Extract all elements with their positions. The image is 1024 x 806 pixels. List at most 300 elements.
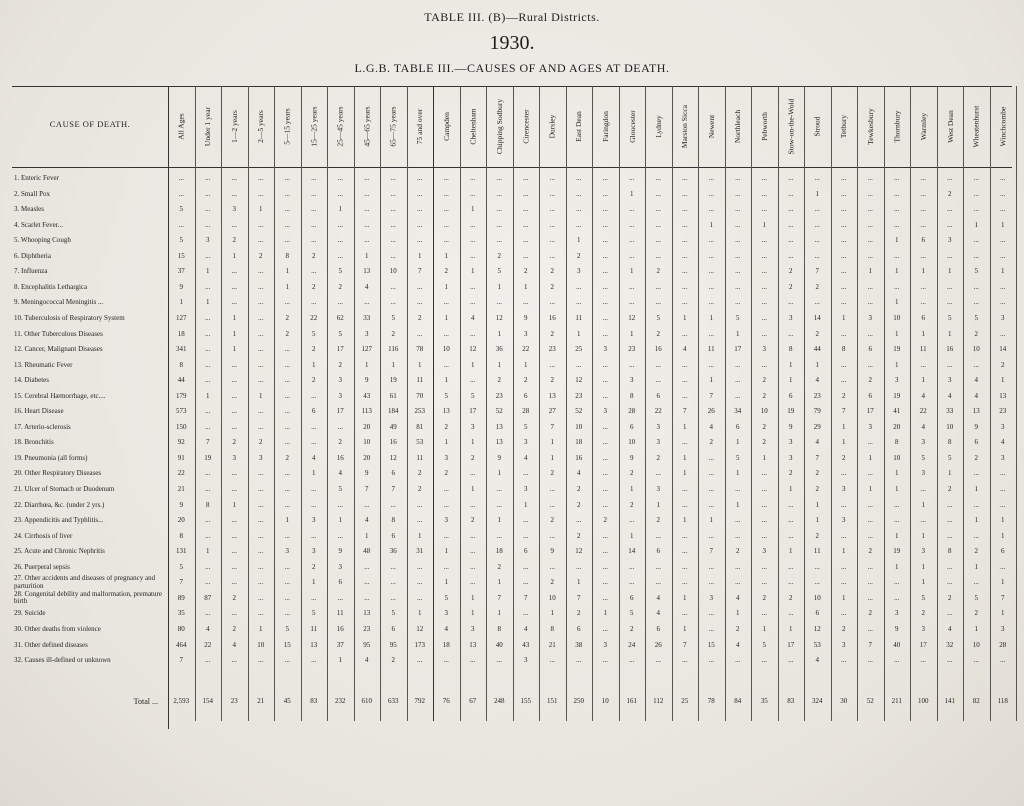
table-cell: ... [947,609,953,618]
table-cell: 1 [312,360,316,369]
table-cell: 2 [418,469,422,478]
table-cell: 1 [285,516,289,525]
table-cell: 5 [497,267,501,276]
table-cell: 11 [416,453,424,462]
total-cell: 78 [707,697,715,705]
table-cell: 1 [789,547,793,556]
table-cell: ... [1000,298,1006,307]
column-header-label: Tetbury [839,114,849,138]
table-cell: ... [920,220,926,229]
table-cell: 13 [999,391,1007,400]
table-cell: 1 [762,624,766,633]
table-cell: ... [231,531,237,540]
column-header [434,85,458,167]
column-header [832,85,856,167]
table-cell: ... [364,174,370,182]
table-cell: ... [337,298,343,307]
total-cell: 232 [335,697,346,705]
table-cell: 1 [815,500,819,509]
table-cell: 1 [895,267,899,276]
row-cause-label: 20. Other Respiratory Diseases [14,469,102,478]
table-cell: ... [602,391,608,400]
table-cell: ... [576,174,582,182]
table-cell: ... [814,251,820,260]
table-cell: ... [205,313,211,322]
table-cell: ... [655,562,661,571]
table-cell: 5 [974,267,978,276]
table-cell: ... [205,485,211,493]
table-cell: 34 [734,407,742,416]
table-cell: ... [1000,189,1006,198]
row-cause-label: 15. Cerebral Hæmorrhage, etc.... [14,391,106,400]
table-cell: 1 [418,609,422,618]
table-cell: 1 [259,624,263,633]
table-cell: ... [205,251,211,260]
table-cell: 1 [471,593,475,602]
table-cell: ... [311,422,317,431]
column-header [646,85,670,167]
table-cell: ... [788,329,794,338]
row-cause-label: 12. Cancer, Malignant Diseases [14,345,103,354]
table-cell: 5 [338,485,342,493]
table-cell: 1 [736,609,740,618]
table-cell: 1 [524,500,528,509]
table-cell: ... [258,531,264,540]
row-cause-label: 9. Meningococcal Meningitis ... [14,298,104,307]
table-cell: ... [284,236,290,245]
table-cell: ... [470,174,476,182]
table-cell: 4 [365,656,369,665]
table-cell: 3 [842,485,846,493]
table-cell: 1 [921,531,925,540]
table-cell: 3 [1001,313,1005,322]
table-cell: ... [258,578,264,587]
table-cell: 23 [495,391,503,400]
table-cell: 1 [1001,609,1005,618]
table-cell: 7 [1001,593,1005,602]
table-cell: 3 [338,391,342,400]
table-cell: ... [205,345,211,354]
table-cell: 1 [577,329,581,338]
table-cell: ... [1000,236,1006,245]
table-cell: ... [682,578,688,587]
column-header-label: Stroud [812,115,822,137]
table-cell: ... [470,329,476,338]
column-header-label: Dursley [547,114,557,138]
table-cell: 5 [391,313,395,322]
table-cell: ... [708,298,714,307]
table-cell: 1 [895,469,899,478]
table-cell: 4 [815,376,819,385]
table-cell: ... [549,251,555,260]
table-cell: 4 [736,593,740,602]
table-cell: 3 [444,609,448,618]
table-cell: ... [867,189,873,198]
table-cell: 127 [361,345,372,354]
table-cell: 9 [524,313,528,322]
total-cell: 248 [494,697,505,705]
table-cell: 3 [1001,624,1005,633]
table-cell: 1 [418,360,422,369]
table-cell: 13 [495,422,503,431]
table-cell: ... [311,220,317,229]
table-cell: ... [841,251,847,260]
table-cell: 27 [548,407,556,416]
table-cell: 3 [338,376,342,385]
table-cell: ... [576,205,582,214]
table-cell: 2 [232,624,236,633]
table-cell: 4 [232,640,236,649]
table-cell: ... [629,578,635,587]
table-cell: 3 [656,485,660,493]
table-cell: ... [682,282,688,291]
table-cell: ... [708,282,714,291]
table-cell: 9 [179,500,183,509]
table-cell: ... [284,407,290,416]
table-cell: 49 [389,422,397,431]
table-cell: 1 [815,360,819,369]
table-cell: 113 [361,407,372,416]
column-header [249,85,273,167]
table-cell: 20 [363,453,371,462]
table-cell: 2 [550,469,554,478]
table-cell: ... [284,205,290,214]
table-cell: ... [973,236,979,245]
table-cell: 3 [603,345,607,354]
table-cell: 16 [336,453,344,462]
table-cell: 9 [895,624,899,633]
column-header [858,85,882,167]
table-cell: ... [496,298,502,307]
table-cell: 1 [444,282,448,291]
table-cell: ... [178,189,184,198]
table-cell: ... [258,516,264,525]
table-cell: 44 [177,376,185,385]
table-cell: 2 [444,267,448,276]
table-cell: ... [894,205,900,214]
table-cell: ... [205,220,211,229]
table-cell: 1 [603,609,607,618]
total-cell: 2,593 [173,697,190,705]
table-cell: 1 [895,485,899,493]
table-cell: 12 [469,345,477,354]
table-cell: 11 [575,313,583,322]
table-cell: 1 [1001,376,1005,385]
table-cell: 8 [948,547,952,556]
row-cause-label: 17. Arterio-sclerosis [14,422,71,431]
table-cell: 5 [762,640,766,649]
table-cell: 6 [338,578,342,587]
column-rule [1016,86,1017,721]
table-cell: ... [284,593,290,602]
table-cell: 1 [895,298,899,307]
table-cell: ... [231,562,237,571]
table-cell: 1 [471,205,475,214]
table-cell: ... [655,298,661,307]
table-cell: ... [682,236,688,245]
table-cell: ... [231,391,237,400]
table-cell: 1 [683,624,687,633]
table-cell: 3 [285,547,289,556]
table-cell: 1 [338,205,342,214]
table-cell: ... [549,485,555,493]
table-cell: 1 [842,593,846,602]
table-cell: ... [682,391,688,400]
table-cell: ... [390,500,396,509]
table-cell: ... [602,593,608,602]
table-cell: 1 [895,360,899,369]
table-cell: 3 [630,376,634,385]
table-cell: ... [735,376,741,385]
table-cell: 1 [206,391,210,400]
table-cell: ... [576,516,582,525]
table-cell: ... [417,500,423,509]
table-cell: ... [788,205,794,214]
table-cell: 3 [895,376,899,385]
table-cell: ... [602,438,608,447]
table-cell: 3 [232,205,236,214]
table-cell: 52 [575,407,583,416]
table-cell: 22 [522,345,530,354]
table-cell: ... [284,562,290,571]
table-cell: 1 [179,298,183,307]
table-cell: ... [602,547,608,556]
table-cell: ... [602,469,608,478]
table-cell: ... [311,500,317,509]
table-cell: 3 [206,236,210,245]
table-row [12,420,1012,435]
table-cell: 17 [866,407,874,416]
table-cell: 1 [471,360,475,369]
table-cell: 3 [365,329,369,338]
table-cell: ... [284,345,290,354]
table-row [12,280,1012,295]
table-row [12,358,1012,373]
table-cell: 8 [789,345,793,354]
column-header-label: Cheltenham [468,107,478,145]
table-cell: ... [258,220,264,229]
table-cell: ... [602,282,608,291]
table-row [12,264,1012,279]
table-cell: ... [841,267,847,276]
table-cell: ... [496,189,502,198]
table-cell: ... [523,298,529,307]
table-cell: ... [761,313,767,322]
table-cell: 2 [391,329,395,338]
table-cell: ... [364,220,370,229]
table-cell: 81 [416,422,424,431]
table-cell: 21 [177,485,185,493]
column-header-label: Northleach [733,109,743,143]
table-cell: 13 [495,438,503,447]
table-cell: ... [814,220,820,229]
table-cell: 2 [603,516,607,525]
table-cell: 1 [895,562,899,571]
table-cell: ... [788,236,794,245]
table-cell: 12 [575,376,583,385]
table-cell: 1 [630,189,634,198]
table-cell: 40 [893,640,901,649]
table-cell: 26 [707,407,715,416]
table-cell: 4 [709,422,713,431]
row-cause-label: 6. Diphtheria [14,251,51,260]
table-cell: ... [549,500,555,509]
table-cell: 7 [709,547,713,556]
table-cell: 253 [414,407,425,416]
table-cell: ... [390,174,396,182]
table-cell: ... [867,578,873,587]
table-cell: 2 [974,453,978,462]
table-cell: 18 [575,438,583,447]
table-cell: 1 [1001,220,1005,229]
table-cell: 7 [365,485,369,493]
column-header-label: 2—5 years [256,109,266,143]
table-cell: 11 [310,624,318,633]
table-row [12,327,1012,342]
table-cell: 2 [762,593,766,602]
total-cell: 45 [283,697,291,705]
table-cell: 4 [365,516,369,525]
table-cell: 1 [444,313,448,322]
table-cell: ... [973,189,979,198]
table-row [12,591,1012,606]
table-cell: 1 [974,516,978,525]
table-cell: 1 [762,453,766,462]
table-cell: ... [496,236,502,245]
table-cell: 2 [789,282,793,291]
table-cell: 2 [868,609,872,618]
table-cell: ... [629,220,635,229]
table-cell: ... [629,236,635,245]
table-row [12,622,1012,637]
table-cell: ... [682,220,688,229]
table-cell: ... [841,220,847,229]
table-cell: ... [894,174,900,182]
column-header [302,85,326,167]
table-cell: 48 [363,547,371,556]
table-cell: 5 [444,391,448,400]
table-cell: 2 [524,376,528,385]
table-cell: 1 [709,313,713,322]
row-cause-label: 2. Small Pox [14,189,50,198]
table-cell: ... [311,236,317,245]
total-cell: 633 [388,697,399,705]
table-row [12,373,1012,388]
table-cell: ... [417,593,423,602]
table-cell: 8 [630,391,634,400]
table-cell: ... [867,282,873,291]
table-cell: ... [602,485,608,493]
table-cell: ... [205,407,211,416]
table-cell: ... [337,500,343,509]
table-row [12,513,1012,528]
table-cell: 1 [550,609,554,618]
table-cell: 6 [656,624,660,633]
table-cell: 2 [762,422,766,431]
table-cell: 3 [1001,453,1005,462]
table-cell: ... [788,220,794,229]
table-cell: ... [761,516,767,525]
table-cell: ... [894,516,900,525]
table-cell: 13 [310,640,318,649]
table-cell: 53 [416,438,424,447]
row-cause-label: 32. Causes ill-defined or unknown [14,656,111,665]
table-cell: ... [231,267,237,276]
table-cell: ... [655,251,661,260]
table-cell: ... [814,205,820,214]
table-cell: ... [655,220,661,229]
table-cell: ... [258,282,264,291]
table-cell: 9 [789,422,793,431]
table-cell: 8 [179,531,183,540]
table-cell: 2 [550,282,554,291]
table-cell: ... [947,360,953,369]
table-cell: 87 [204,593,212,602]
table-cell: ... [841,329,847,338]
table-cell: ... [602,251,608,260]
table-cell: 40 [495,640,503,649]
row-cause-label: 27. Other accidents and diseases of pregnancy and parturition [14,575,156,590]
table-cell: ... [920,205,926,214]
table-cell: ... [443,329,449,338]
row-cause-label: 19. Pneumonia (all forms) [14,453,88,462]
table-cell: 6 [868,391,872,400]
table-cell: 12 [416,624,424,633]
table-cell: ... [973,282,979,291]
table-cell: 20 [893,422,901,431]
table-cell: 8 [550,624,554,633]
table-cell: ... [841,189,847,198]
table-cell: ... [549,298,555,307]
table-cell: ... [205,422,211,431]
table-cell: 2 [815,469,819,478]
table-cell: 95 [389,640,397,649]
table-cell: 1 [630,267,634,276]
table-cell: 37 [177,267,185,276]
table-cell: 1 [736,500,740,509]
table-cell: ... [735,205,741,214]
table-cell: ... [973,174,979,182]
table-cell: 2 [842,391,846,400]
table-cell: ... [258,547,264,556]
table-cell: 28 [628,407,636,416]
table-cell: 5 [630,609,634,618]
table-cell: 3 [656,438,660,447]
table-cell: ... [602,189,608,198]
table-cell: ... [682,376,688,385]
column-header-label: Campden [441,111,451,141]
table-cell: ... [735,267,741,276]
column-header-label: 5—15 years [282,107,292,145]
table-cell: ... [602,360,608,369]
table-cell: ... [761,500,767,509]
table-cell: 2 [974,329,978,338]
table-cell: ... [576,220,582,229]
table-cell: 2 [338,438,342,447]
table-cell: ... [549,205,555,214]
table-cell: ... [1000,469,1006,478]
table-cell: ... [258,298,264,307]
table-cell: ... [708,609,714,618]
table-cell: ... [470,376,476,385]
table-cell: ... [284,578,290,587]
table-cell: ... [496,220,502,229]
table-cell: 2 [232,438,236,447]
table-cell: 2 [312,345,316,354]
table-cell: ... [602,562,608,571]
table-cell: 1 [444,578,448,587]
table-cell: ... [682,205,688,214]
